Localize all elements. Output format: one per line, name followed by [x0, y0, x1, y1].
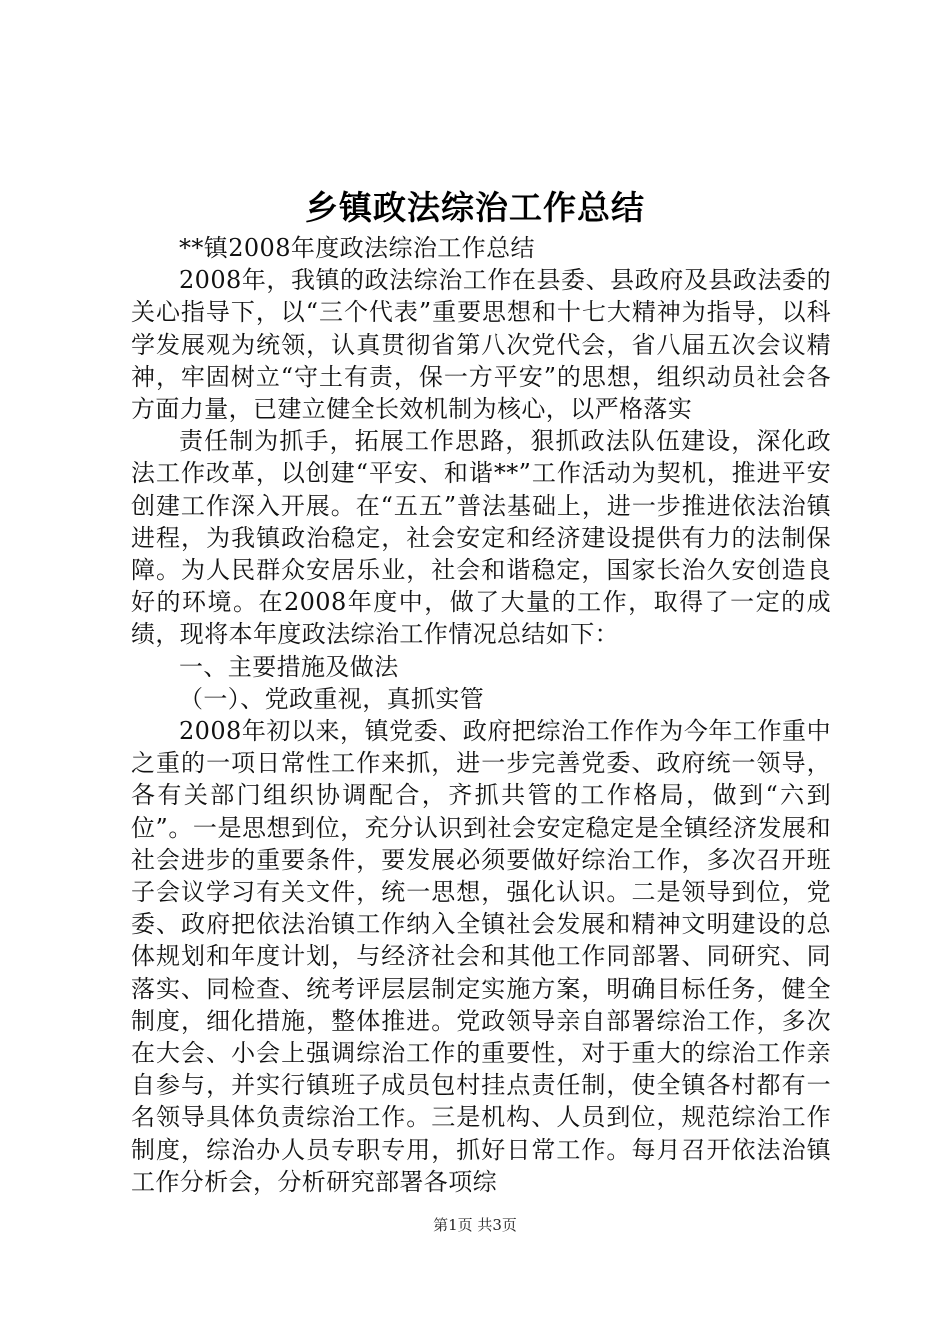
- intro-paragraph-1: 2008年，我镇的政法综治工作在县委、县政府及县政法委的关心指导下，以“三个代表”重要思想和十七大精神为指导，以科学发展观为统领，认真贯彻省第八次党代会，省八届五次会议精神，牢固树立“守土有责，保一方平安”的思想，组织动员社会各方面力量，已建立健全长效机制为核心，以严格落实: [131, 266, 831, 424]
- intro-paragraph-2: 责任制为抓手，拓展工作思路，狠抓政法队伍建设，深化政法工作改革，以创建“平安、和谐**”工作活动为契机，推进平安创建工作深入开展。在“五五”普法基础上，进一步推进依法治镇进程，为我镇政治稳定，社会安定和经济建设提供有力的法制保障。为人民群众安居乐业，社会和谐稳定，国家长治久安创造良好的环境。在2008年度中，做了大量的工作，取得了一定的成绩，现将本年度政法综治工作情况总结如下：: [131, 427, 831, 649]
- document-body: [131, 232, 831, 1198]
- subsection-heading: （一）、党政重视，真抓实管: [179, 684, 485, 713]
- document-title: 乡镇政法综治工作总结: [305, 188, 645, 227]
- section-heading: 一、主要措施及做法: [179, 652, 399, 681]
- document-subtitle: **镇2008年度政法综治工作总结: [179, 234, 535, 262]
- page-number-footer: 第1页 共3页: [433, 1216, 517, 1234]
- body-paragraph: 2008年初以来，镇党委、政府把综治工作作为今年工作重中之重的一项日常性工作来抓，进一步完善党委、政府统一领导，各有关部门组织协调配合，齐抓共管的工作格局，做到“六到位”。一是思想到位，充分认识到社会安定稳定是全镇经济发展和社会进步的重要条件，要发展必须要做好综治工作，多次召开班子会议学习有关文件，统一思想，强化认识。二是领导到位，党委、政府把依法治镇工作纳入全镇社会发展和精神文明建设的总体规划和年度计划，与经济社会和其他工作同部署、同研究、同落实、同检查、统考评层层制定实施方案，明确目标任务，健全制度，细化措施，整体推进。党政领导亲自部署综治工作，多次在大会、小会上强调综治工作的重要性，对于重大的综治工作亲自参与，并实行镇班子成员包村挂点责任制，使全镇各村都有一名领导具体负责综治工作。三是机构、人员到位，规范综治工作制度，综治办人员专职专用，抓好日常工作。每月召开依法治镇工作分析会，分析研究部署各项综: [131, 717, 831, 1196]
